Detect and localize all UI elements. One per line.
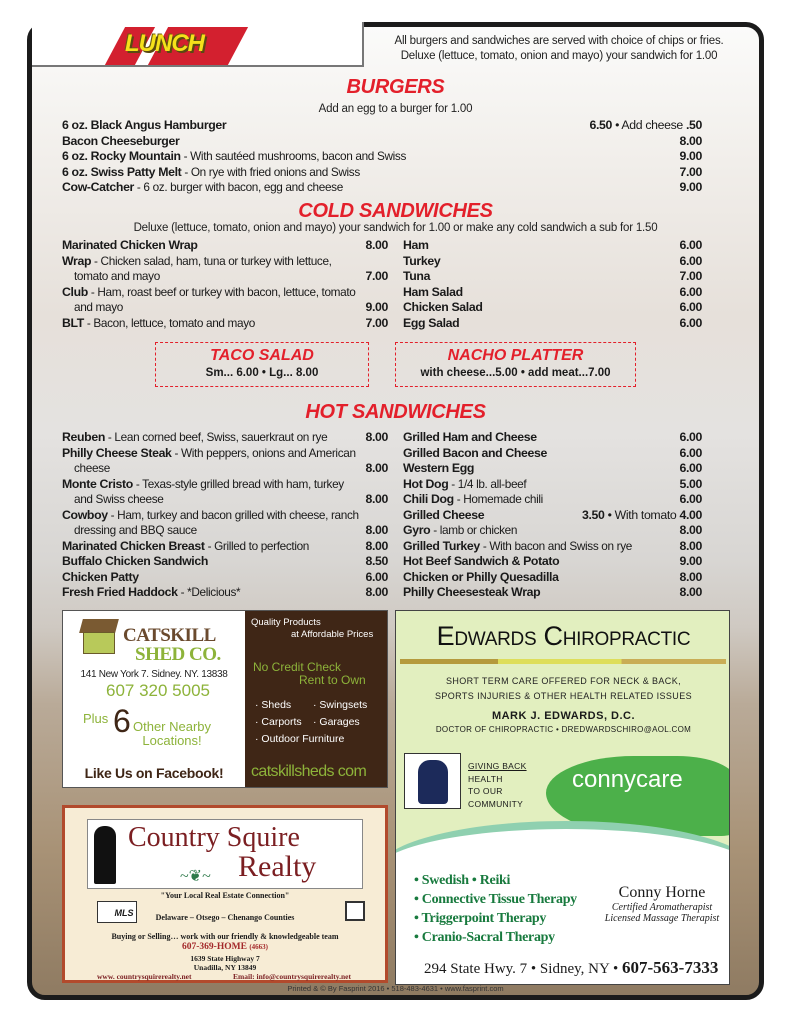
item-price: 8.00 [365,461,388,475]
item-price: 7.00 [365,269,388,283]
printer-footer: Printed & © By Fasprint 2016 • 518-483-4631 • www.fasprint.com [287,984,504,993]
cold-left-list [62,238,388,331]
menu-item [403,523,702,539]
item-description: - Bacon, lettuce, tomato and mayo [83,315,256,330]
menu-item [62,165,702,181]
item-description: - lamb or chicken [430,523,518,537]
item-price: 8.00 [679,523,702,537]
menu-item [403,554,702,570]
item-name: Marinated Chicken Wrap [62,238,198,252]
item-description: - On rye with fried onions and Swiss [181,164,360,179]
menu-item [403,285,702,301]
item-description: - With bacon and Swiss on rye [479,538,632,553]
special-title: NACHO PLATTER [447,347,584,364]
item-name: Hot Dog [403,476,449,491]
item-price: 8.00 [365,538,388,553]
menu-item [403,492,702,508]
squire-phone: 607-369-HOME (4663) [182,942,268,952]
connycare-logo: connycare [572,766,683,793]
credit-text: No Credit Check Rent to Own [253,660,366,687]
item-name: Gyro [403,523,431,537]
item-name: Cow-Catcher [62,180,134,194]
menu-item [62,285,388,316]
menu-item [403,430,702,446]
item-name: Bacon Cheeseburger [62,133,180,148]
item-name: Philly Cheese Steak [62,445,172,460]
cold-subtitle: Deluxe (lettuce, tomato, onion and mayo) your sandwich for 1.00 or make any cold sandwich a sub for 1.50 [133,222,658,234]
item-description: - Grilled to perfection [204,538,310,553]
shed-icon [79,619,119,655]
menu-item [62,554,388,570]
plus-text: Plus [83,711,109,726]
item-name: 6 oz. Swiss Patty Melt [62,164,182,179]
item-description: - Lean corned beef, Swiss, sauerkraut on rye [105,430,328,444]
item-price: 6.00 [679,461,702,475]
item-name: Marinated Chicken Breast [62,538,205,553]
menu-item [62,585,388,601]
six-text: 6 [113,703,131,739]
item-name: Chicken Patty [62,569,139,584]
scroll-ornament-icon: ~❦~ [180,868,211,885]
taco-salad-box [155,342,369,387]
item-description: - With sautéed mushrooms, bacon and Swiss [180,149,406,163]
special-price: Sm... 6.00 • Lg... 8.00 [205,367,319,379]
item-price: 6.00 [365,569,388,584]
item-name: Grilled Cheese [403,507,485,522]
menu-item [62,254,388,285]
item-description: - Chicken salad, ham, tuna or turkey with lettuce, tomato and mayo [74,253,332,283]
lunch-title: LUNCH [125,30,204,57]
catskill-brand-2: SHED CO. [135,644,221,665]
item-name: Wrap [62,253,92,268]
item-price: 6.00 [679,284,702,299]
catskill-address: 141 New York 7. Sidney. NY. 13838 [80,669,228,680]
item-name: Chicken or Philly Quesadilla [403,569,559,584]
item-price: 9.00 [679,149,702,163]
item-name: Buffalo Chicken Sandwich [62,554,209,568]
menu-item [62,180,702,196]
menu-item [403,238,702,254]
menu-item [403,461,702,477]
item-price: 7.00 [365,315,388,330]
menu-item [62,134,702,150]
cold-title: COLD SANDWICHES [298,200,493,222]
menu-item [62,539,388,555]
menu-item [403,269,702,285]
item-name: Grilled Turkey [403,538,480,553]
item-description: - *Delicious* [177,585,241,599]
item-price: 6.50 • Add cheese .50 [589,118,702,132]
menu-item [403,539,702,555]
menu-item [403,508,702,524]
edwards-title: Edwards Chiropractic [436,621,691,651]
item-description: - Ham, roast beef or turkey with bacon, lettuce, tomato and mayo [74,284,356,314]
item-name: Turkey [403,253,441,268]
item-price: 8.00 [365,238,388,252]
divider [400,659,726,664]
item-price: 8.00 [679,569,702,584]
item-price: 9.00 [679,554,702,568]
item-price: 3.50 • With tomato 4.00 [581,507,702,522]
catskill-shed-ad [62,610,388,788]
catskill-brand: CATSKILL [123,625,216,646]
edwards-chiropractic-ad: Edwards Chiropractic SHORT TERM CARE OFFERED FOR NECK & BACK, SPORTS INJURIES & OTHER HEALTH RELATED ISSUES MARK J. EDWARDS, D.C. DOCTOR OF CHIROPRACTIC • DREDWARDSCHIRO@AOL.COM GIVING BACK HEALTH TO OUR COMMUNITY connycare • Swedish • Reiki • Connective Tissue Therapy • Triggerpoint Therapy • Cranio-Sacral Therapy Conny Horne Certified Aromatherapist Licensed Massage Therapist 294 State Hwy. 7 • Sidney, NY • 607-563-7333 [395,610,730,985]
item-price: 9.00 [679,180,702,194]
item-name: Tuna [403,269,431,283]
item-description: - 1/4 lb. all-beef [448,476,527,491]
menu-item [62,238,388,254]
menu-item [403,446,702,462]
menu-item [62,570,388,586]
item-name: Reuben [62,430,105,444]
menu-item [403,316,702,332]
item-name: Ham [403,238,429,252]
item-price: 6.00 [679,253,702,268]
burgers-list [62,118,702,196]
services-list: • Swedish • Reiki • Connective Tissue Therapy • Triggerpoint Therapy • Cranio-Sacral Therapy [414,873,577,945]
header-note [370,34,748,64]
item-price: 8.00 [679,133,702,148]
item-price: 6.00 [679,492,702,506]
menu-item [62,477,388,508]
item-price: 6.00 [679,300,702,314]
item-name: Grilled Ham and Cheese [403,430,537,444]
item-description: - Texas-style grilled bread with ham, turkey and Swiss cheese [74,476,344,506]
item-name: Western Egg [403,461,475,475]
catskill-phone: 607 320 5005 [106,681,210,700]
note-line: Deluxe (lettuce, tomato, onion and mayo) your sandwich for 1.00 [400,50,718,62]
item-price: 6.00 [679,238,702,252]
menu-item [62,316,388,332]
hot-left-list [62,430,388,601]
item-name: 6 oz. Black Angus Hamburger [62,118,227,132]
item-price: 8.00 [365,523,388,537]
quality-text: Quality Products at Affordable Prices [251,617,374,640]
burgers-title: BURGERS [346,76,445,98]
item-name: Cowboy [62,507,108,522]
item-name: 6 oz. Rocky Mountain [62,149,181,163]
item-name: Egg Salad [403,315,460,330]
burgers-subtitle: Add an egg to a burger for 1.00 [318,103,473,115]
hot-right-list [403,430,702,601]
realtor-mls-icon: MLS [97,901,137,923]
hot-title: HOT SANDWICHES [305,401,486,423]
item-name: Club [62,284,88,299]
item-name: Hot Beef Sandwich & Potato [403,554,560,568]
item-price: 7.00 [679,269,702,283]
cold-right-list [403,238,702,331]
menu-item [403,477,702,493]
item-price: 9.00 [365,300,388,314]
menu-item [62,446,388,477]
locations-text: Other Nearby Locations! [133,719,212,748]
item-name: Grilled Bacon and Cheese [403,445,547,460]
menu-item [62,508,388,539]
special-title: TACO SALAD [210,347,314,364]
item-price: 6.00 [679,430,702,444]
item-name: BLT [62,315,84,330]
item-price: 8.00 [365,585,388,599]
item-price: 8.00 [679,585,702,599]
item-description: - Homemade chili [453,492,543,506]
item-price: 8.00 [679,538,702,553]
item-price: 5.00 [679,476,702,491]
item-description: - With peppers, onions and American cheese [74,445,356,475]
item-name: Philly Cheesesteak Wrap [403,585,541,599]
item-description: - 6 oz. burger with bacon, egg and cheese [134,180,343,194]
item-description: - Ham, turkey and bacon grilled with cheese, ranch dressing and BBQ sauce [74,507,359,537]
menu-item [62,430,388,446]
connycare-contact: 294 State Hwy. 7 • Sidney, NY • 607-563-7333 [424,958,719,977]
menu-item [403,300,702,316]
note-line: All burgers and sandwiches are served with choice of chips or fries. [394,35,724,47]
country-squire-ad: Country Squire Realty ~❦~ MLS "Your Local Real Estate Connection" Delaware – Otsego – Chenango Counties Buying or Selling… work with our friendly & knowledgeable team 607-369-HOME (4663) 1639 State Highway 7 Unadilla, NY 13849 www. countrysquirerealty.net Email: info@countrysquirerealty.net [62,805,388,983]
item-name: Ham Salad [403,284,463,299]
facebook-text: Like Us on Facebook! [84,765,224,781]
item-name: Fresh Fried Haddock [62,585,178,599]
product-list: · Sheds · Swingsets · Carports · Garages · Outdoor Furniture [255,699,368,745]
menu-item [403,254,702,270]
item-price: 6.00 [679,315,702,330]
item-price: 6.00 [679,445,702,460]
squire-logo: Country Squire Realty ~❦~ [87,819,363,889]
squire-figure-icon [94,826,116,884]
item-price: 7.00 [679,164,702,179]
catskill-website[interactable]: catskillsheds com [251,763,367,780]
menu-item [403,585,702,601]
squire-email[interactable]: Email: info@countrysquirerealty.net [233,972,351,981]
special-price: with cheese...5.00 • add meat...7.00 [420,367,611,379]
menu-item [62,118,702,134]
squire-website[interactable]: www. countrysquirerealty.net [97,972,192,981]
item-name: Chicken Salad [403,300,483,314]
nacho-platter-box [395,342,636,387]
item-price: 8.00 [365,430,388,444]
menu-item [403,570,702,586]
spine-figure-icon [404,753,461,809]
item-price: 8.50 [365,554,388,568]
menu-item [62,149,702,165]
item-name: Monte Cristo [62,476,133,491]
item-price: 8.00 [365,492,388,506]
item-name: Chili Dog [403,492,454,506]
